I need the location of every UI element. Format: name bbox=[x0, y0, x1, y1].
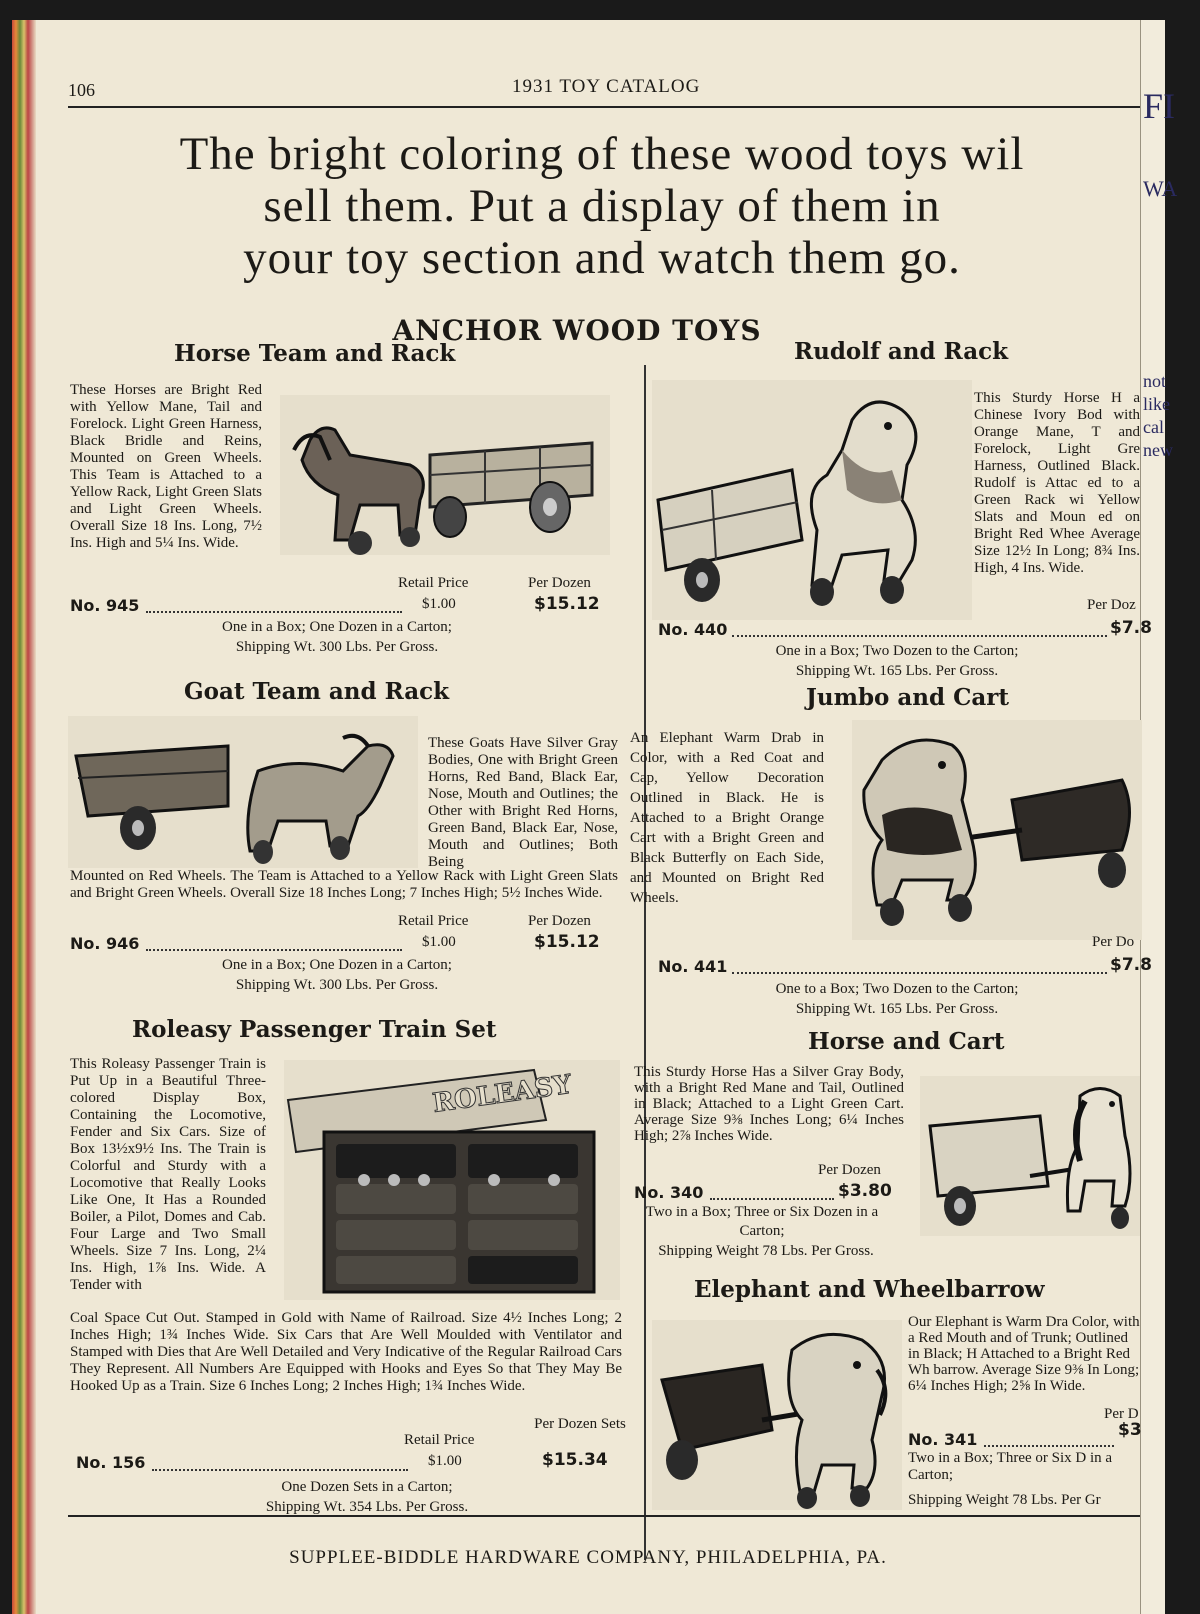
train-box-lettering: ROLEASY bbox=[430, 1069, 574, 1119]
rudolf-packing: One in a Box; Two Dozen to the Carton; bbox=[775, 643, 1019, 659]
train-number: No. 156 bbox=[76, 1453, 146, 1472]
horse-team-image bbox=[280, 395, 610, 555]
retail-price-label: Retail Price bbox=[398, 575, 469, 591]
leader-dots bbox=[152, 1466, 408, 1471]
goat-team-number: No. 946 bbox=[70, 934, 140, 953]
edge-text: not bbox=[1143, 371, 1167, 391]
horse-cart-title: Horse and Cart bbox=[808, 1028, 1005, 1055]
jumbo-per-dozen-label: Per Do bbox=[1092, 934, 1135, 950]
goat-team-description-top: These Goats Have Silver Gray Bodies, One with Bright Green Horns, Red Band, Black Ear, Nose, Mouth and Outlines; the Other with Bright Red Horns, Green Band, Black Ear, Nose, Mouth and Outlines; Both Being bbox=[428, 735, 618, 870]
retail-price-label: Retail Price bbox=[398, 913, 469, 929]
retail-price-label: Retail Price bbox=[404, 1432, 475, 1448]
per-dozen-label: Per Dozen bbox=[528, 913, 591, 929]
page-binding bbox=[12, 20, 36, 1614]
wheelbarrow-title: Elephant and Wheelbarrow bbox=[694, 1276, 1045, 1303]
jumbo-title: Jumbo and Cart bbox=[806, 684, 1010, 711]
wheelbarrow-packing: Two in a Box; Three or Six D in a Carton; bbox=[908, 1450, 1113, 1483]
leader-dots bbox=[146, 946, 402, 951]
rudolf-shipping: Shipping Wt. 165 Lbs. Per Gross. bbox=[795, 663, 999, 679]
leader-dots bbox=[146, 608, 402, 613]
train-description-top: This Roleasy Passenger Train is Put Up in a Beautiful Three-colored Display Box, Containing the Locomotive, Fender and Six Cars. Size of Box 13½x9½ Ins. The Train is Colorful and Sturdy with a Locomotive that Really Looks Like One, It Has a Rounded Boiler, a Pilot, Domes and Cab. Four Large and Two Small Wheels. Size 7 Ins. Long, 2¼ Ins. High, 1⅞ Ins. Wide. A Tender with bbox=[70, 1056, 266, 1293]
goat-team-description-bottom: Mounted on Red Wheels. The Team is Attached to a Yellow Rack with Light Green Slats and Bright Green Wheels. Overall Size 18 Inches Long; 7 Inches High; 5½ Inches Wide. bbox=[70, 868, 618, 901]
horse-team-dozen-price: $15.12 bbox=[534, 594, 600, 614]
edge-text: FI bbox=[1143, 86, 1176, 126]
goat-team-title: Goat Team and Rack bbox=[184, 678, 450, 705]
adjacent-page-edge bbox=[1140, 20, 1165, 1614]
train-description-bottom: Coal Space Cut Out. Stamped in Gold with Name of Railroad. Size 4½ Inches Long; 2 Inches High; 1¾ Inches Wide. Six Cars that Are Well Moulded with Ventilator and Stamped with Dies that Are Well Detailed and Very Indicative of the Regular Railroad Cars They Represent. All Numbers Are Equipped with Hooks and Eyes So that They May Be Hooked Up as a Train. Size 6 Inches Long; 2 Inches High; 1¾ Inches Wide. bbox=[70, 1310, 622, 1394]
rudolf-description: This Sturdy Horse H a Chinese Ivory Bod with Orange Mane, T and Forelock, Light Gre Harness, Outlined Black. Rudolf is Attac ed to a Green Rack wi Yellow Slats and Moun ed on Bright Red Whee Average Size 12½ In Long; 8¾ Ins. High, 4 Ins. Wide. bbox=[974, 390, 1140, 576]
goat-team-retail: $1.00 bbox=[422, 934, 456, 950]
edge-text: new bbox=[1143, 440, 1173, 460]
horse-cart-image bbox=[920, 1076, 1140, 1236]
goat-team-image bbox=[68, 716, 418, 868]
jumbo-image bbox=[852, 720, 1142, 940]
per-dozen-label: Per Dozen bbox=[818, 1162, 881, 1178]
publisher-footer: SUPPLEE-BIDDLE HARDWARE COMPANY, PHILADELPHIA, PA. bbox=[289, 1547, 887, 1568]
wheelbarrow-per-dozen-label: Per D bbox=[1104, 1406, 1139, 1422]
jumbo-description: An Elephant Warm Drab in Color, with a Red Coat and Cap, Yellow Decoration Outlined in Black. He is Attached to a Bright Orange Cart with a Bright Green and Black Butterfly on Each Side, and Mounted on Bright Red Wheels. bbox=[630, 730, 824, 906]
headline-line-3: your toy section and watch them go. bbox=[243, 232, 961, 284]
leader-dots bbox=[710, 1195, 834, 1200]
jumbo-dozen-price: $7.8 bbox=[1110, 955, 1152, 975]
horse-team-number: No. 945 bbox=[70, 596, 140, 615]
goat-team-dozen-price: $15.12 bbox=[534, 932, 600, 952]
leader-dots bbox=[732, 969, 1107, 974]
header-rule bbox=[68, 106, 1140, 108]
horse-team-retail: $1.00 bbox=[422, 596, 456, 612]
horse-cart-packing: Two in a Box; Three or Six Dozen in a Carton; bbox=[645, 1204, 879, 1239]
leader-dots bbox=[732, 632, 1107, 637]
rudolf-image bbox=[652, 380, 972, 620]
wheelbarrow-image bbox=[652, 1320, 902, 1510]
wheelbarrow-description: Our Elephant is Warm Dra Color, with a Red Mouth and of Trunk; Outlined in Black; H Attached to a Bright Red Wh barrow. Average Size 9⅜ In Long; 6¼ Inches High; 2⅝ In Wide. bbox=[908, 1314, 1140, 1394]
horse-team-packing: One in a Box; One Dozen in a Carton; bbox=[222, 619, 452, 635]
train-retail: $1.00 bbox=[428, 1453, 462, 1469]
jumbo-packing: One to a Box; Two Dozen to the Carton; bbox=[775, 981, 1019, 997]
train-shipping: Shipping Wt. 354 Lbs. Per Gross. bbox=[265, 1499, 469, 1515]
per-dozen-sets-label: Per Dozen Sets bbox=[534, 1416, 626, 1432]
train-title: Roleasy Passenger Train Set bbox=[132, 1016, 497, 1043]
edge-text: like bbox=[1143, 394, 1170, 414]
column-divider bbox=[644, 365, 646, 1560]
horse-cart-shipping: Shipping Weight 78 Lbs. Per Gross. bbox=[658, 1243, 874, 1259]
edge-text: cal bbox=[1143, 417, 1164, 437]
horse-cart-description: This Sturdy Horse Has a Silver Gray Body, with a Bright Red Mane and Tail, Outlined in Black; Attached to a Light Green Cart. Average Size 9⅜ Inches Long; 6¼ Inches High; 2⅞ Inches Wide. bbox=[634, 1064, 904, 1144]
goat-team-packing: One in a Box; One Dozen in a Carton; bbox=[222, 957, 452, 973]
headline-line-1: The bright coloring of these wood toys wil bbox=[179, 128, 1025, 180]
wheelbarrow-number: No. 341 bbox=[908, 1430, 978, 1449]
headline-line-2: sell them. Put a display of them in bbox=[263, 180, 941, 232]
train-packing: One Dozen Sets in a Carton; bbox=[281, 1479, 453, 1495]
horse-team-description: These Horses are Bright Red with Yellow Mane, Tail and Forelock. Light Green Harness, Black Bridle and Reins, Mounted on Green Wheels. This Team is Attached to a Yellow Rack, Light Green Slats and Light Green Wheels. Overall Size 18 Ins. Long, 7½ Ins. High and 5¼ Ins. Wide. bbox=[70, 382, 262, 551]
rudolf-per-dozen-label: Per Doz bbox=[1087, 597, 1136, 613]
leader-dots bbox=[984, 1442, 1114, 1447]
rudolf-title: Rudolf and Rack bbox=[794, 338, 1009, 365]
goat-team-shipping: Shipping Wt. 300 Lbs. Per Gross. bbox=[235, 977, 439, 993]
wheelbarrow-dozen-price: $3 bbox=[1118, 1420, 1142, 1440]
brand-title: ANCHOR WOOD TOYS bbox=[392, 314, 762, 347]
per-dozen-label: Per Dozen bbox=[528, 575, 591, 591]
edge-text: WA bbox=[1143, 176, 1178, 201]
page-number: 106 bbox=[68, 80, 95, 100]
footer-rule bbox=[68, 1515, 1140, 1517]
horse-team-title: Horse Team and Rack bbox=[174, 340, 456, 367]
running-title: 1931 TOY CATALOG bbox=[512, 76, 701, 97]
jumbo-number: No. 441 bbox=[658, 957, 728, 976]
horse-cart-dozen-price: $3.80 bbox=[838, 1181, 892, 1201]
horse-cart-number: No. 340 bbox=[634, 1183, 704, 1202]
rudolf-number: No. 440 bbox=[658, 620, 728, 639]
horse-team-shipping: Shipping Wt. 300 Lbs. Per Gross. bbox=[235, 639, 439, 655]
train-dozen-price: $15.34 bbox=[542, 1450, 608, 1470]
train-set-image bbox=[284, 1060, 620, 1300]
jumbo-shipping: Shipping Wt. 165 Lbs. Per Gross. bbox=[795, 1001, 999, 1017]
rudolf-dozen-price: $7.8 bbox=[1110, 618, 1152, 638]
wheelbarrow-shipping: Shipping Weight 78 Lbs. Per Gr bbox=[908, 1492, 1101, 1508]
catalog-page bbox=[12, 20, 1178, 1614]
